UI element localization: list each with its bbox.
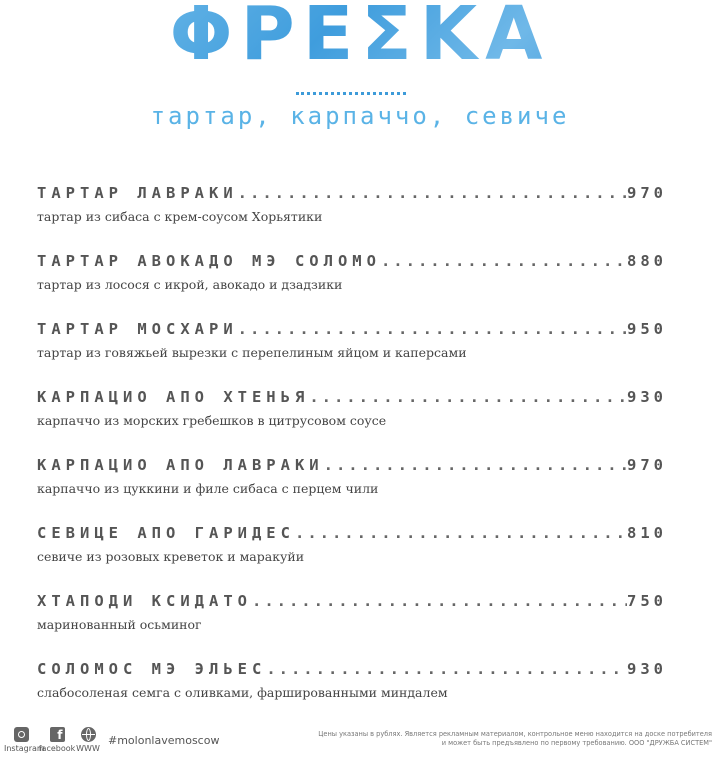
menu-item-price: 750 [627,592,667,610]
website-link[interactable] [76,727,100,753]
menu-item [37,320,667,388]
menu-subtitle: тартар, карпаччо, севиче [150,102,570,130]
facebook-link[interactable] [38,727,76,753]
facebook-label: facebook [38,744,76,753]
menu-item-price: 930 [627,388,667,406]
menu-item [37,252,667,320]
menu-item-price: 930 [627,660,667,678]
menu-item [37,592,667,660]
dot-leader [266,660,627,678]
menu-item-name: СЕВИЦЕ АПО ГАРИДЕС [37,524,295,542]
hashtag: #molonlavemoscow [108,734,220,747]
dot-leader [238,320,627,338]
dot-leader [295,524,627,542]
legal-notice [292,730,712,748]
dot-leader [381,252,627,270]
menu-item [37,388,667,456]
menu-item-description: карпаччо из цуккини и филе сибаса с перцем чили [37,481,379,496]
footer [0,725,720,757]
facebook-icon: f [50,727,65,742]
instagram-link[interactable] [4,727,45,753]
menu-item-description: слабосоленая семга с оливками, фаршированными миндалем [37,685,448,700]
menu-item [37,184,667,252]
dot-leader [238,184,627,202]
menu-item-name: КАРПАЦИО АПО ЛАВРАКИ [37,456,324,474]
menu-item-name: ТАРТАР ЛАВРАКИ [37,184,238,202]
menu-item-description: карпаччо из морских гребешков в цитрусовом соусе [37,413,387,428]
menu-item-price: 970 [627,456,667,474]
menu-item-name: СОЛОМОС МЭ ЭЛЬЕС [37,660,267,678]
menu-item-price: 970 [627,184,667,202]
instagram-icon [14,727,29,742]
menu-item [37,524,667,592]
menu-item-name: ХТАПОДИ КСИДАТО [37,592,252,610]
menu-item [37,660,667,728]
menu-list [37,184,667,728]
menu-item [37,456,667,524]
instagram-label: Instagram [4,744,45,753]
globe-icon [81,727,96,742]
dotted-divider [296,92,406,99]
brand-title: ΦΡΕΣΚΑ [0,0,720,72]
menu-item-description: маринованный осьминог [37,617,202,632]
menu-item-name: ТАРТАР МОСХАРИ [37,320,238,338]
legal-line: и может быть предъявлено по первому требованию. ООО "ДРУЖБА СИСТЕМ" [441,739,712,747]
menu-item-price: 880 [627,252,667,270]
dot-leader [324,456,627,474]
menu-item-name: ТАРТАР АВОКАДО МЭ СОЛОМО [37,252,381,270]
menu-item-name: КАРПАЦИО АПО ХТЕНЬЯ [37,388,310,406]
dot-leader [252,592,627,610]
menu-item-description: тартар из говяжьей вырезки с перепелиным яйцом и каперсами [37,345,467,360]
menu-item-price: 950 [627,320,667,338]
legal-line: Цены указаны в рублях. Является рекламным материалом, контрольное меню находится на доске потребителя [318,730,712,738]
menu-item-price: 810 [627,524,667,542]
menu-item-description: тартар из лосося с икрой, авокадо и дзадзики [37,277,343,292]
dot-leader [309,388,627,406]
website-label: WWW [76,744,100,753]
menu-item-description: тартар из сибаса с крем-соусом Хорьятики [37,209,323,224]
menu-item-description: севиче из розовых креветок и маракуйи [37,549,305,564]
